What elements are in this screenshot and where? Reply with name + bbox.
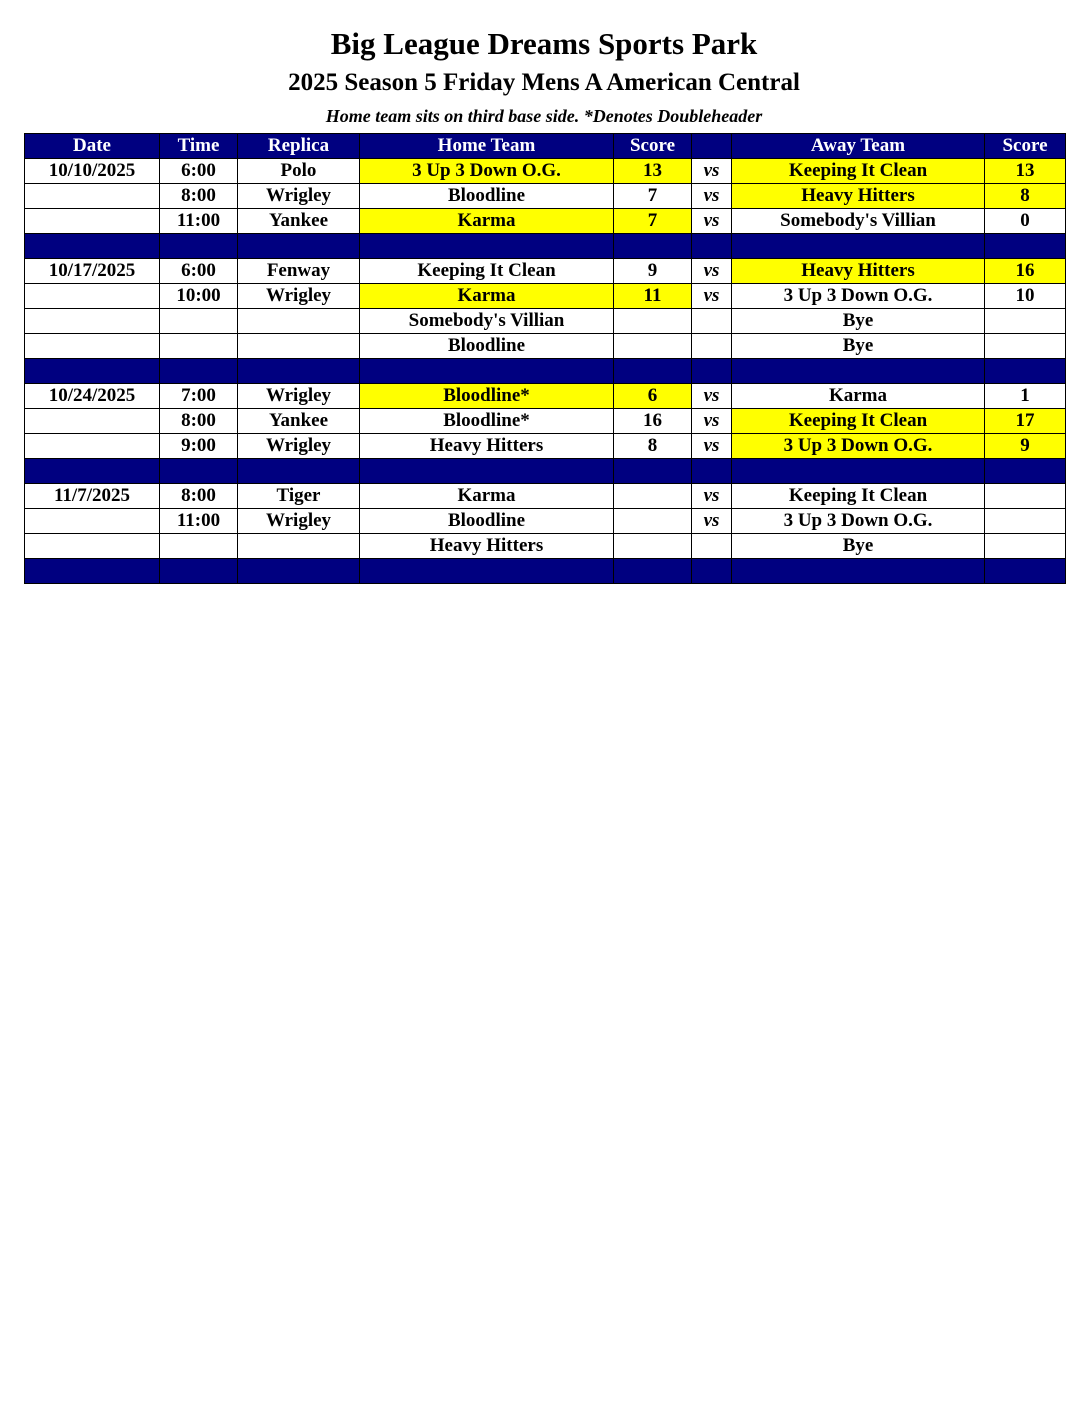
away-team-cell: Bye: [732, 309, 985, 334]
away-score-cell: 13: [985, 159, 1066, 184]
home-team-cell: Karma: [360, 484, 614, 509]
home-team-cell: Somebody's Villian: [360, 309, 614, 334]
home-team-cell: Keeping It Clean: [360, 259, 614, 284]
vs-cell: vs: [692, 284, 732, 309]
vs-cell: vs: [692, 434, 732, 459]
separator-cell: [614, 359, 692, 384]
replica-cell: Wrigley: [238, 434, 360, 459]
home-score-cell: 13: [614, 159, 692, 184]
table-row: [25, 409, 1066, 434]
time-cell: 8:00: [160, 184, 238, 209]
replica-cell: Wrigley: [238, 384, 360, 409]
separator-cell: [614, 559, 692, 584]
home-team-cell: Heavy Hitters: [360, 434, 614, 459]
away-score-cell: 17: [985, 409, 1066, 434]
vs-cell: vs: [692, 209, 732, 234]
home-score-cell: [614, 534, 692, 559]
separator-row: [25, 459, 1066, 484]
vs-cell: vs: [692, 184, 732, 209]
replica-cell: Wrigley: [238, 509, 360, 534]
replica-cell: [238, 309, 360, 334]
table-row: [25, 259, 1066, 284]
table-row: [25, 284, 1066, 309]
separator-row: [25, 359, 1066, 384]
away-team-cell: Keeping It Clean: [732, 484, 985, 509]
table-header-row: [25, 134, 1066, 159]
time-cell: 6:00: [160, 159, 238, 184]
home-score-cell: 16: [614, 409, 692, 434]
table-row: [25, 484, 1066, 509]
separator-cell: [160, 234, 238, 259]
time-cell: 11:00: [160, 209, 238, 234]
away-score-cell: [985, 334, 1066, 359]
home-score-cell: [614, 484, 692, 509]
header-home-team: Home Team: [360, 134, 614, 159]
home-score-cell: 8: [614, 434, 692, 459]
separator-cell: [985, 559, 1066, 584]
vs-cell: vs: [692, 409, 732, 434]
time-cell: [160, 309, 238, 334]
away-team-cell: Heavy Hitters: [732, 184, 985, 209]
home-team-cell: Bloodline*: [360, 409, 614, 434]
away-team-cell: Heavy Hitters: [732, 259, 985, 284]
separator-cell: [732, 234, 985, 259]
separator-cell: [732, 359, 985, 384]
date-cell: [25, 309, 160, 334]
separator-cell: [360, 559, 614, 584]
vs-cell: vs: [692, 484, 732, 509]
table-row: [25, 209, 1066, 234]
away-score-cell: 16: [985, 259, 1066, 284]
home-score-cell: 7: [614, 209, 692, 234]
date-cell: [25, 284, 160, 309]
separator-cell: [360, 359, 614, 384]
away-score-cell: [985, 509, 1066, 534]
header-away-team: Away Team: [732, 134, 985, 159]
table-row: [25, 334, 1066, 359]
separator-cell: [25, 234, 160, 259]
vs-cell: vs: [692, 509, 732, 534]
date-cell: 10/17/2025: [25, 259, 160, 284]
date-cell: [25, 334, 160, 359]
time-cell: 11:00: [160, 509, 238, 534]
table-row: [25, 509, 1066, 534]
replica-cell: Fenway: [238, 259, 360, 284]
replica-cell: Tiger: [238, 484, 360, 509]
vs-cell: vs: [692, 259, 732, 284]
separator-cell: [692, 234, 732, 259]
separator-cell: [25, 459, 160, 484]
away-team-cell: Somebody's Villian: [732, 209, 985, 234]
date-cell: 11/7/2025: [25, 484, 160, 509]
home-team-cell: Karma: [360, 209, 614, 234]
page-subtitle: 2025 Season 5 Friday Mens A American Central: [288, 69, 800, 96]
separator-cell: [238, 459, 360, 484]
away-team-cell: Keeping It Clean: [732, 159, 985, 184]
vs-cell: [692, 309, 732, 334]
away-score-cell: 8: [985, 184, 1066, 209]
away-score-cell: [985, 484, 1066, 509]
date-cell: 10/10/2025: [25, 159, 160, 184]
date-cell: [25, 509, 160, 534]
replica-cell: Yankee: [238, 209, 360, 234]
away-score-cell: 10: [985, 284, 1066, 309]
separator-cell: [360, 234, 614, 259]
separator-cell: [692, 559, 732, 584]
away-team-cell: Bye: [732, 334, 985, 359]
separator-cell: [238, 359, 360, 384]
separator-cell: [160, 459, 238, 484]
home-team-cell: Bloodline: [360, 334, 614, 359]
away-team-cell: 3 Up 3 Down O.G.: [732, 509, 985, 534]
time-cell: 8:00: [160, 409, 238, 434]
separator-cell: [25, 359, 160, 384]
separator-cell: [732, 459, 985, 484]
table-row: [25, 309, 1066, 334]
time-cell: 6:00: [160, 259, 238, 284]
header-replica: Replica: [238, 134, 360, 159]
home-score-cell: [614, 509, 692, 534]
away-score-cell: 1: [985, 384, 1066, 409]
separator-cell: [614, 459, 692, 484]
home-score-cell: 11: [614, 284, 692, 309]
replica-cell: Yankee: [238, 409, 360, 434]
table-row: [25, 384, 1066, 409]
table-row: [25, 159, 1066, 184]
away-score-cell: [985, 309, 1066, 334]
schedule-table: [24, 133, 1066, 584]
replica-cell: Wrigley: [238, 184, 360, 209]
away-score-cell: [985, 534, 1066, 559]
time-cell: 10:00: [160, 284, 238, 309]
time-cell: [160, 534, 238, 559]
separator-cell: [985, 459, 1066, 484]
table-row: [25, 184, 1066, 209]
away-team-cell: Keeping It Clean: [732, 409, 985, 434]
separator-cell: [238, 559, 360, 584]
separator-cell: [692, 359, 732, 384]
separator-cell: [360, 459, 614, 484]
vs-cell: vs: [692, 384, 732, 409]
date-cell: [25, 409, 160, 434]
home-team-cell: 3 Up 3 Down O.G.: [360, 159, 614, 184]
separator-cell: [985, 359, 1066, 384]
away-team-cell: Bye: [732, 534, 985, 559]
separator-cell: [160, 559, 238, 584]
time-cell: 7:00: [160, 384, 238, 409]
time-cell: 9:00: [160, 434, 238, 459]
separator-cell: [238, 234, 360, 259]
separator-row: [25, 559, 1066, 584]
home-score-cell: [614, 309, 692, 334]
table-row: [25, 534, 1066, 559]
schedule-body: [25, 159, 1066, 584]
vs-cell: vs: [692, 159, 732, 184]
date-cell: [25, 434, 160, 459]
time-cell: [160, 334, 238, 359]
home-score-cell: 6: [614, 384, 692, 409]
table-row: [25, 434, 1066, 459]
away-score-cell: 9: [985, 434, 1066, 459]
away-team-cell: Karma: [732, 384, 985, 409]
home-score-cell: 7: [614, 184, 692, 209]
schedule-note: Home team sits on third base side. *Denotes Doubleheader: [325, 106, 763, 126]
home-team-cell: Bloodline: [360, 509, 614, 534]
home-score-cell: [614, 334, 692, 359]
replica-cell: [238, 334, 360, 359]
date-cell: 10/24/2025: [25, 384, 160, 409]
page-title: Big League Dreams Sports Park: [330, 26, 758, 61]
separator-cell: [985, 234, 1066, 259]
header-time: Time: [160, 134, 238, 159]
separator-row: [25, 234, 1066, 259]
date-cell: [25, 534, 160, 559]
replica-cell: Polo: [238, 159, 360, 184]
vs-cell: [692, 534, 732, 559]
away-team-cell: 3 Up 3 Down O.G.: [732, 434, 985, 459]
home-team-cell: Karma: [360, 284, 614, 309]
away-score-cell: 0: [985, 209, 1066, 234]
separator-cell: [160, 359, 238, 384]
header-date: Date: [25, 134, 160, 159]
home-score-cell: 9: [614, 259, 692, 284]
replica-cell: [238, 534, 360, 559]
date-cell: [25, 209, 160, 234]
home-team-cell: Bloodline*: [360, 384, 614, 409]
vs-cell: [692, 334, 732, 359]
separator-cell: [614, 234, 692, 259]
separator-cell: [25, 559, 160, 584]
header-vs: [692, 134, 732, 159]
replica-cell: Wrigley: [238, 284, 360, 309]
header-away-score: Score: [985, 134, 1066, 159]
separator-cell: [732, 559, 985, 584]
separator-cell: [692, 459, 732, 484]
home-team-cell: Heavy Hitters: [360, 534, 614, 559]
time-cell: 8:00: [160, 484, 238, 509]
date-cell: [25, 184, 160, 209]
header-home-score: Score: [614, 134, 692, 159]
home-team-cell: Bloodline: [360, 184, 614, 209]
away-team-cell: 3 Up 3 Down O.G.: [732, 284, 985, 309]
